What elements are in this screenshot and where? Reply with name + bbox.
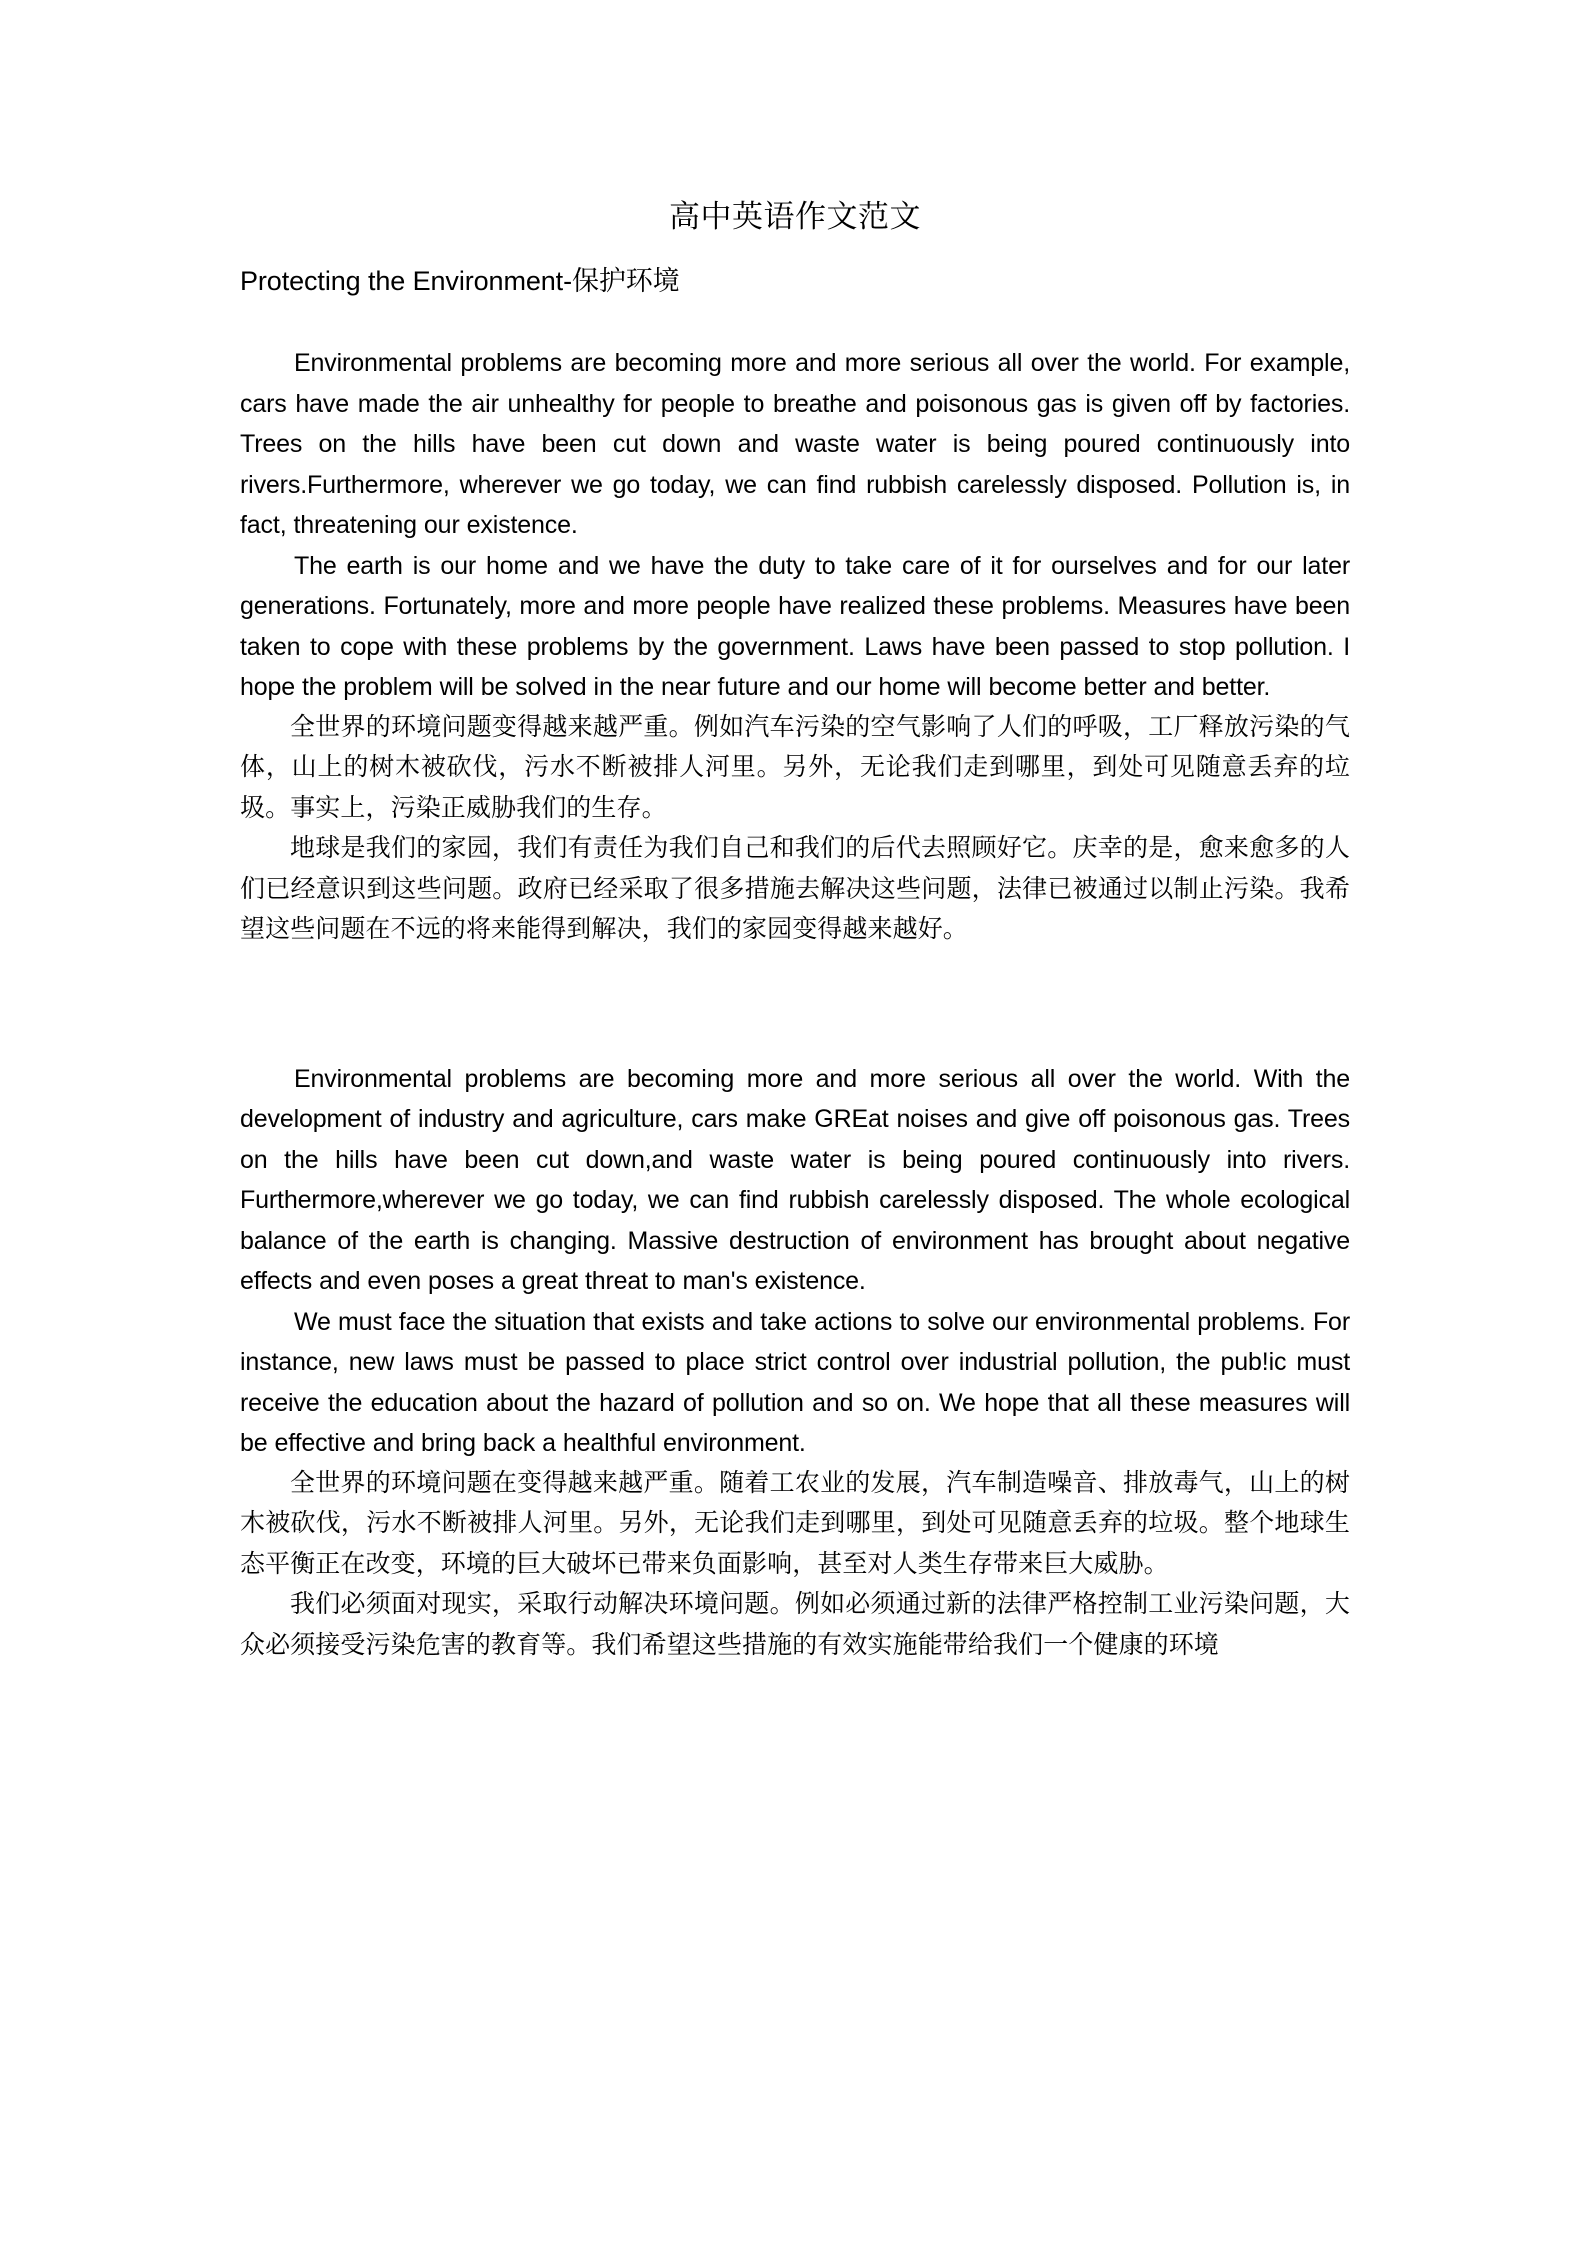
section-spacer: [240, 951, 1350, 1059]
paragraph-en-4: We must face the situation that exists and take actions to solve our environmental problems. For instance, new laws must be passed to place strict control over industrial pollution, the pub!ic must receive the education about the hazard of pollution and so on. We hope that all these measures will be effective and bring back a healthful environment.: [240, 1307, 1350, 1457]
subtitle-english: Protecting the Environment-: [240, 266, 572, 296]
essay-section-1: [240, 343, 1350, 951]
paragraph-en-3: Environmental problems are becoming more and more serious all over the world. With the development of industry and agriculture, cars make GREat noises and give off poisonous gas. Trees on the hills have been cut down,and waste water is being poured continuously into rivers. Furthermore,wherever we go today, we can find rubbish carelessly disposed. The whole ecological balance of the earth is changing. Massive destruction of environment has brought about negative effects and even poses a great threat to man's existence.: [240, 1064, 1350, 1295]
paragraph-cn-4: 我们必须面对现实，采取行动解决环境问题。例如必须通过新的法律严格控制工业污染问题，大众必须接受污染危害的教育等。我们希望这些措施的有效实施能带给我们一个健康的环境: [240, 1591, 1350, 1659]
paragraph-en-1: Environmental problems are becoming more and more serious all over the world. For example, cars have made the air unhealthy for people to breathe and poisonous gas is given off by factories. Trees on the hills have been cut down and waste water is being poured continuously into rivers.Furthermore, wherever we go today, we can find rubbish carelessly disposed. Pollution is, in fact, threatening our existence.: [240, 349, 1350, 539]
essay-section-2: [240, 1059, 1350, 1667]
page-title: 高中英语作文范文: [669, 199, 921, 234]
page-bottom-spacer: [240, 1666, 1350, 2086]
title-body-spacer: [240, 301, 1350, 343]
paragraph-cn-3: 全世界的环境问题在变得越来越严重。随着工农业的发展，汽车制造噪音、排放毒气，山上的树木被砍伐，污水不断被排人河里。另外，无论我们走到哪里，到处可见随意丢弃的垃圾。整个地球生态平衡正在改变，环境的巨大破坏已带来负面影响，甚至对人类生存带来巨大威胁。: [240, 1469, 1350, 1578]
document-content: [240, 0, 1350, 2086]
paragraph-cn-1: 全世界的环境问题变得越来越严重。例如汽车污染的空气影响了人们的呼吸，工厂释放污染的气体，山上的树木被砍伐，污水不断被排人河里。另外，无论我们走到哪里，到处可见随意丢弃的垃圾。事实上，污染正威胁我们的生存。: [240, 713, 1350, 822]
paragraph-cn-2: 地球是我们的家园，我们有责任为我们自己和我们的后代去照顾好它。庆幸的是，愈来愈多的人们已经意识到这些问题。政府已经采取了很多措施去解决这些问题，法律已被通过以制止污染。我希望这些问题在不远的将来能得到解决，我们的家园变得越来越好。: [240, 835, 1350, 943]
subtitle-chinese: 保护环境: [571, 266, 680, 296]
document-subtitle: [240, 239, 1350, 301]
paragraph-en-2: The earth is our home and we have the duty to take care of it for ourselves and for our later generations. Fortunately, more and more people have realized these problems. Measures have been taken to cope with these problems by the government. Laws have been passed to stop pollution. I hope the problem will be solved in the near future and our home will become better and better.: [240, 551, 1350, 701]
